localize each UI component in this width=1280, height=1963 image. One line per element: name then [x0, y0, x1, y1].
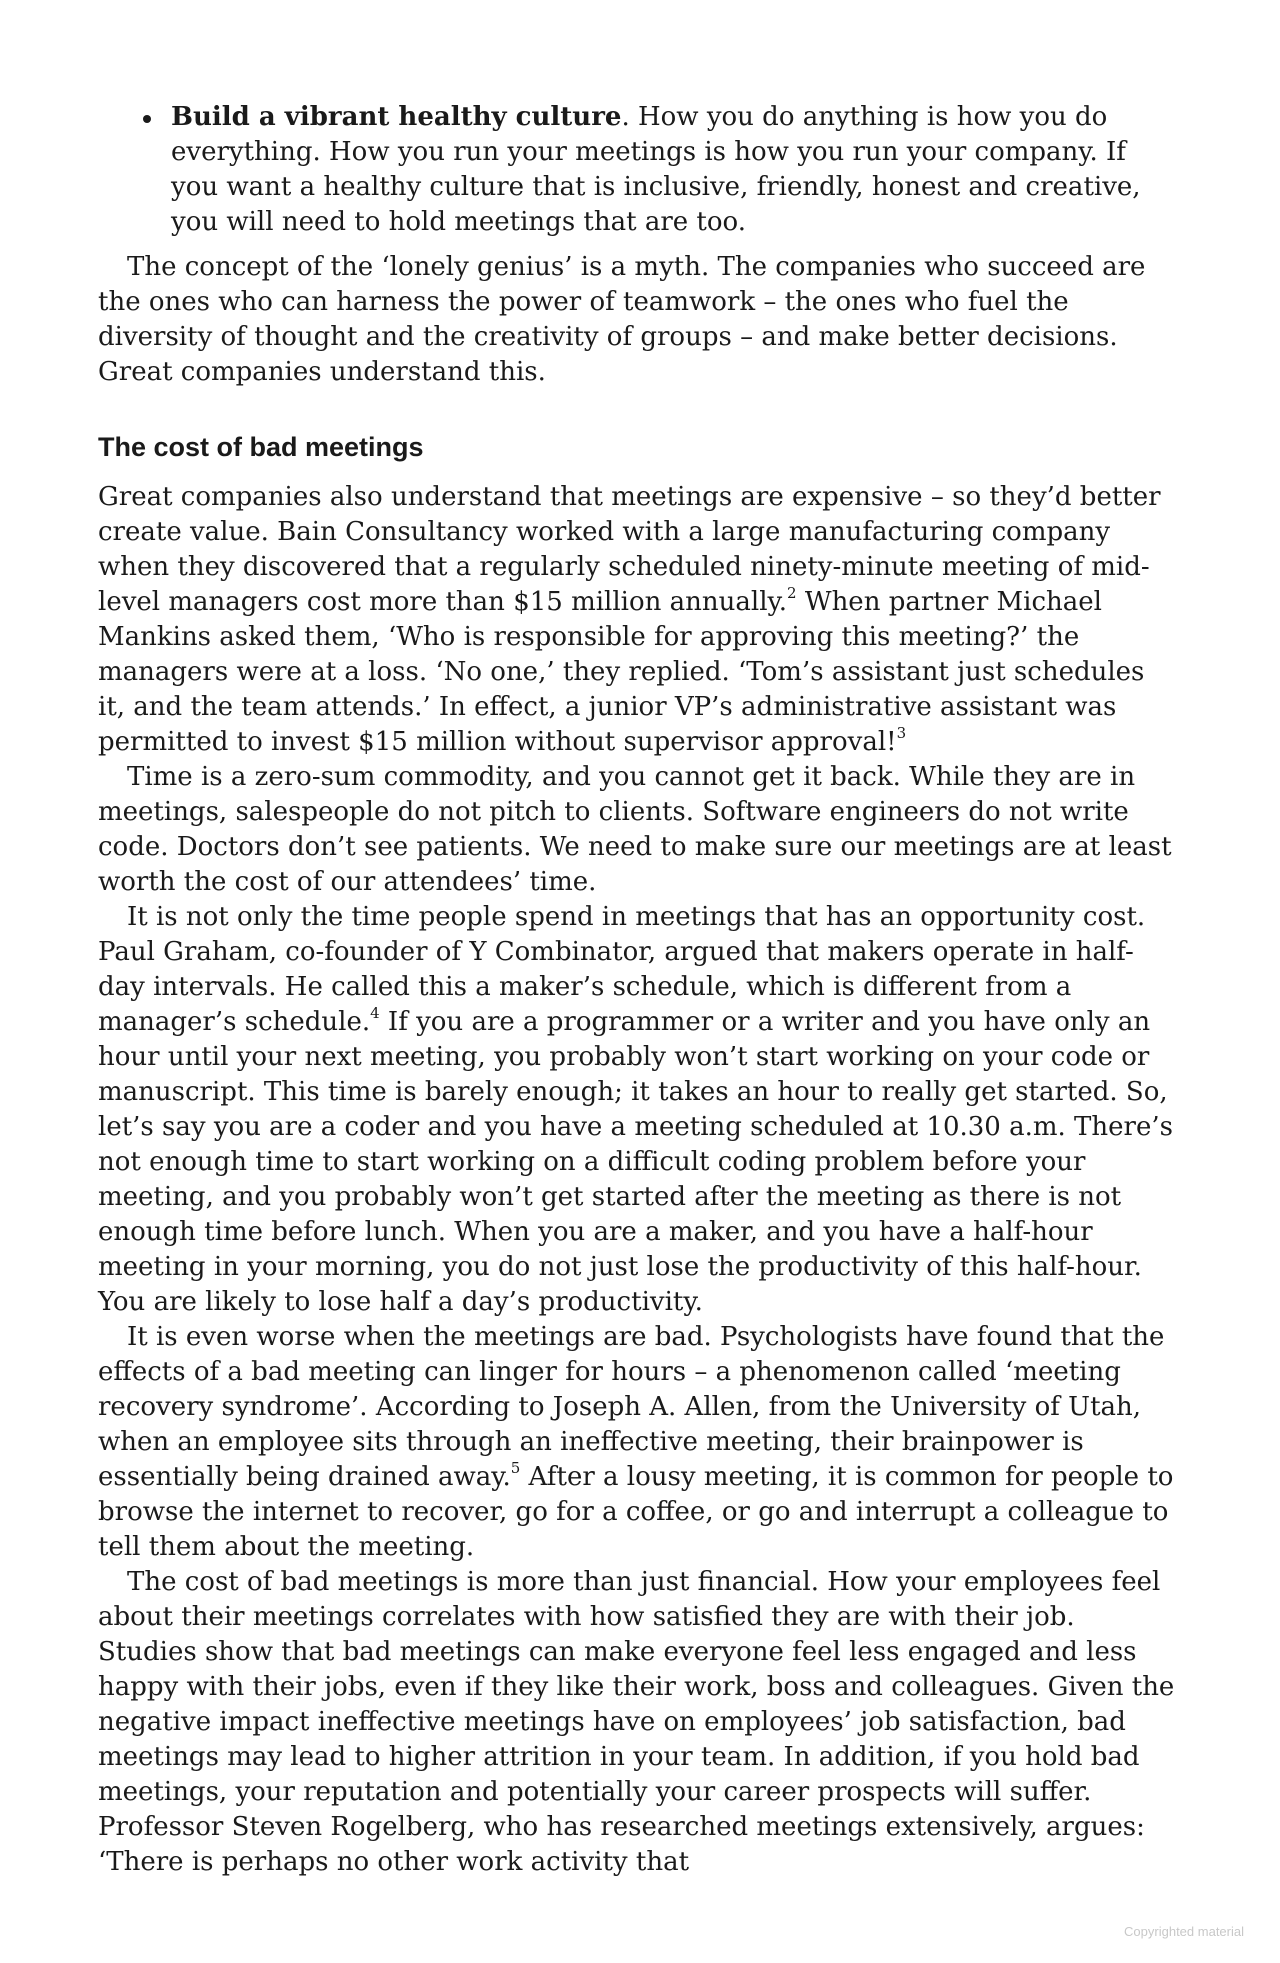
bullet-text: . How you do anything is how you do everything. How you run your meetings is how you run your company. If you want a healthy culture that is inclusive, friendly, honest and creative, you will need to hold meetings that are too.	[171, 102, 1141, 237]
bullet-item	[171, 100, 1178, 240]
paragraph-1	[98, 480, 1178, 760]
paragraph-3-text-a: It is not only the time people spend in meetings that has an opportunity cost. Paul Graham, co-founder of Y Combinator, argued that makers operate in half-day intervals. He called this a maker’s schedule, which is different from a manager’s schedule.	[98, 902, 1146, 1037]
bullet-bold-lead: Build a vibrant healthy culture	[171, 102, 622, 132]
footnote-marker: 4	[370, 1004, 380, 1022]
paragraph-4-text-b: After a lousy meeting, it is common for people to browse the internet to recover, go for a coffee, or go and interrupt a colleague to tell them about the meeting.	[98, 1462, 1174, 1562]
paragraph-2: Time is a zero-sum commodity, and you cannot get it back. While they are in meetings, salespeople do not pitch to clients. Software engineers do not write code. Doctors don’t see patients. We need to make sure our meetings are at least worth the cost of our attendees’ time.	[98, 762, 1172, 897]
paragraph-5: The cost of bad meetings is more than just financial. How your employees feel about their meetings correlates with how satisfied they are with their job. Studies show that bad meetings can make everyone feel less engaged and less happy with their jobs, even if they like their work, boss and colleagues. Given the negative impact ineffective meetings have on employees’ job satisfaction, bad meetings may lead to higher attrition in your team. In addition, if you hold bad meetings, your reputation and potentially your career prospects will suffer. Professor Steven Rogelberg, who has researched meetings extensively, argues: ‘There is perhaps no other work activity that	[98, 1567, 1175, 1877]
paragraph-1-text-a: Great companies also understand that meetings are expensive – so they’d better create value. Bain Consultancy worked with a large manufacturing company when they discovered that a regularly scheduled ninety-minute meeting of mid-level managers cost more than $15 million annually.	[98, 482, 1161, 617]
bullet-list	[98, 100, 1178, 240]
section-heading: The cost of bad meetings	[98, 432, 424, 462]
copyright-notice: Copyrighted material	[1124, 1924, 1244, 1939]
footnote-marker: 3	[896, 724, 907, 742]
paragraph-4-text-a: It is even worse when the meetings are bad. Psychologists have found that the effects of a bad meeting can linger for hours – a phenomenon called ‘meeting recovery syndrome’. According to Joseph A. Allen, from the University of Utah, when an employee sits through an ineffective meeting, their brainpower is essentially being drained away.	[98, 1322, 1165, 1492]
footnote-marker: 2	[787, 584, 797, 602]
paragraph-1-text-b: When partner Michael Mankins asked them, ‘Who is responsible for approving this meeting?’ the managers were at a loss. ‘No one,’ they replied. ‘Tom’s assistant just schedules it, and the team attends.’ In effect, a junior VP’s administrative assistant was permitted to invest $15 million without supervisor approval!	[98, 587, 1145, 757]
paragraph-3-text-b: If you are a programmer or a writer and you have only an hour until your next meeting, you probably won’t start working on your code or manuscript. This time is barely enough; it takes an hour to really get started. So, let’s say you are a coder and you have a meeting scheduled at 10.30 a.m. There’s not enough time to start working on a difficult coding problem before your meeting, and you probably won’t get started after the meeting as there is not enough time before lunch. When you are a maker, and you have a half-hour meeting in your morning, you do not just lose the productivity of this half-hour. You are likely to lose half a day’s productivity.	[98, 1007, 1173, 1317]
intro-paragraph: The concept of the ‘lonely genius’ is a myth. The companies who succeed are the ones who can harness the power of teamwork – the ones who fuel the diversity of thought and the creativity of groups – and make better decisions. Great companies understand this.	[98, 252, 1146, 387]
paragraph-3	[98, 900, 1178, 1320]
page-body	[98, 100, 1178, 1880]
footnote-marker: 5	[510, 1459, 521, 1477]
paragraph-4	[98, 1320, 1178, 1565]
